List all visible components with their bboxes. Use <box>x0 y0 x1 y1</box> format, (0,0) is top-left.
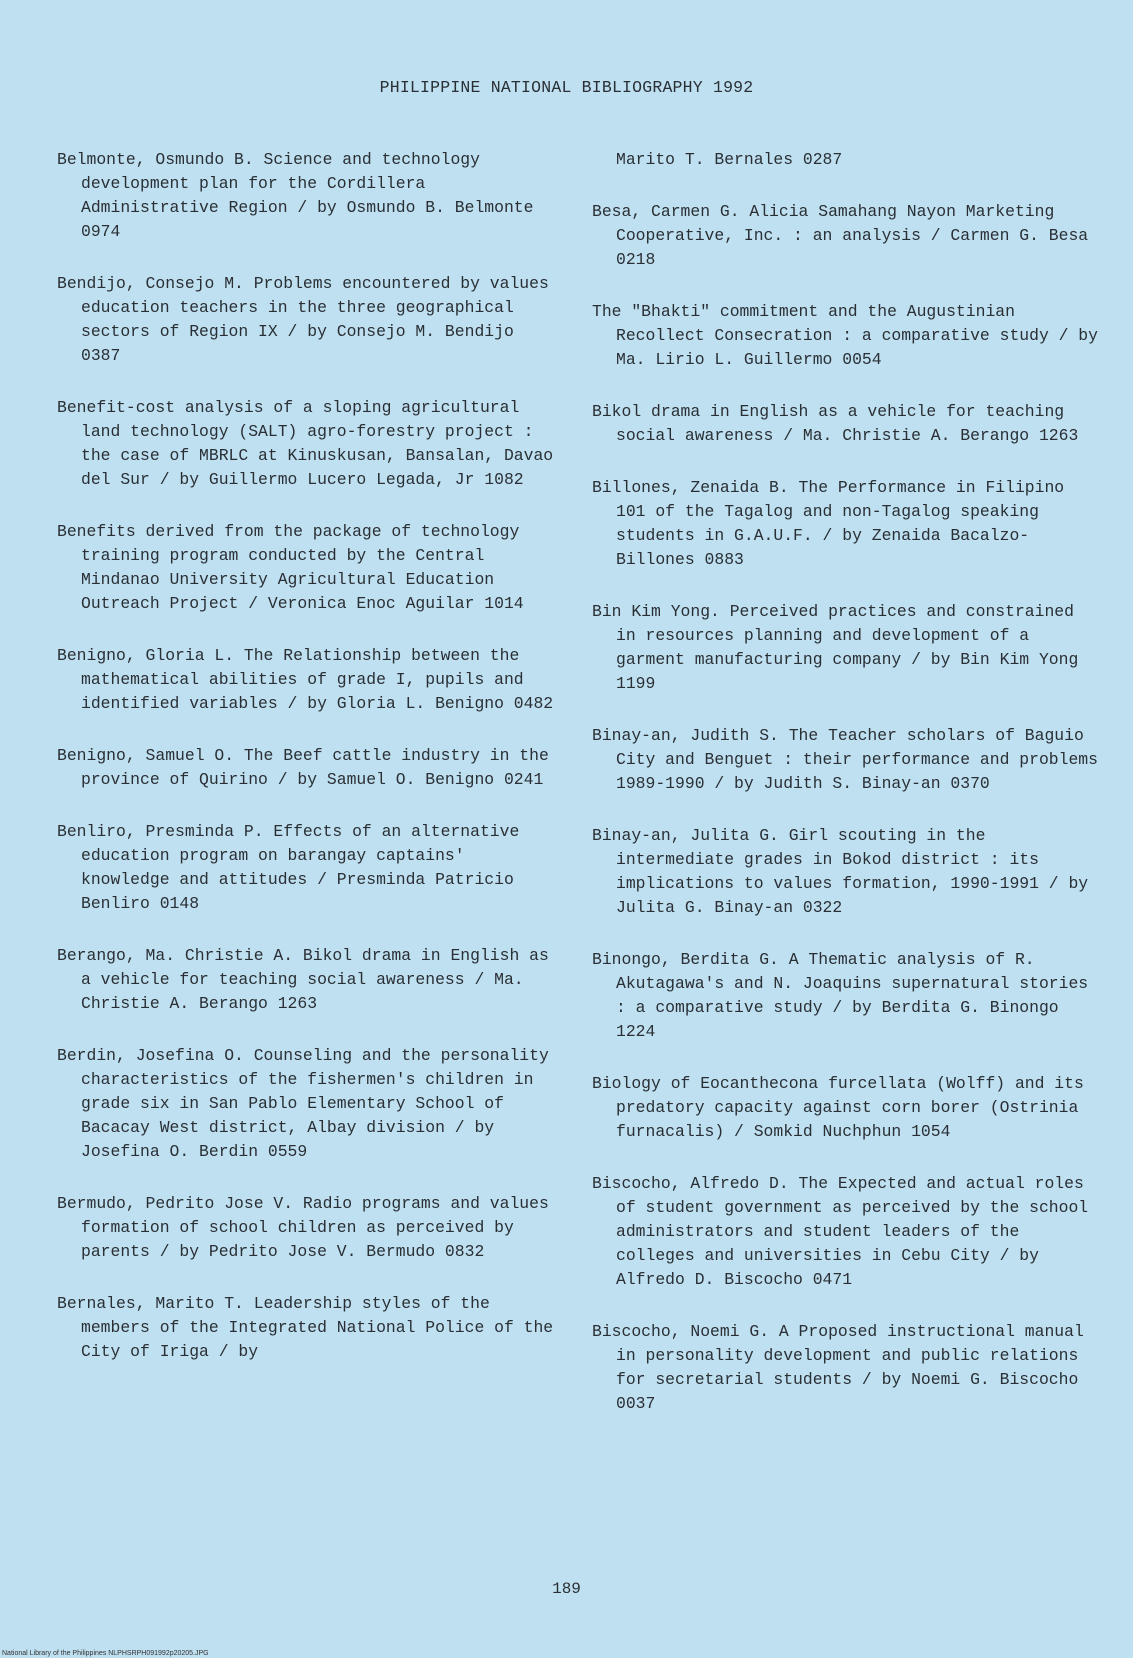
bibliography-entry: Bin Kim Yong. Perceived practices and constrained in resources planning and development of a garment manufacturing company / by Bin Kim Yong 1199 <box>592 602 1079 693</box>
page-title: PHILIPPINE NATIONAL BIBLIOGRAPHY 1992 <box>379 78 754 97</box>
bibliography-entry: Binongo, Berdita G. A Thematic analysis of R. Akutagawa's and N. Joaquins supernatural stories : a comparative study / by Berdita G. Binongo 1224 <box>592 950 1089 1041</box>
bibliography-entry: Biscocho, Alfredo D. The Expected and actual roles of student government as perceived by the school administrators and student leaders of the colleges and universities in Cebu City / by Alfredo D. Biscocho 0471 <box>592 1174 1089 1289</box>
scan-footer: National Library of the Philippines NLPHSRPH091992p20205.JPG <box>2 1650 209 1657</box>
bibliography-entry: Berdin, Josefina O. Counseling and the personality characteristics of the fishermen's children in grade six in San Pablo Elementary School of Bacacay West district, Albay division / by Josefina O. Berdin 0559 <box>57 1046 549 1161</box>
bibliography-entry: Billones, Zenaida B. The Performance in Filipino 101 of the Tagalog and non-Tagalog speaking students in G.A.U.F. / by Zenaida Bacalzo-Billones 0883 <box>592 478 1065 569</box>
bibliography-entry: Bikol drama in English as a vehicle for teaching social awareness / Ma. Christie A. Berango 1263 <box>592 402 1079 445</box>
bibliography-entry: Benliro, Presminda P. Effects of an alternative education program on barangay captains' knowledge and attitudes / Presminda Patricio Benliro 0148 <box>57 822 520 913</box>
bibliography-entry: Bermudo, Pedrito Jose V. Radio programs and values formation of school children as perceived by parents / by Pedrito Jose V. Bermudo 0832 <box>57 1194 549 1261</box>
bibliography-entry: The "Bhakti" commitment and the Augustinian Recollect Consecration : a comparative study / by Ma. Lirio L. Guillermo 0054 <box>592 302 1098 369</box>
bibliography-entry: Bendijo, Consejo M. Problems encountered by values education teachers in the three geographical sectors of Region IX / by Consejo M. Bendijo 0387 <box>57 274 549 365</box>
page-number: 189 <box>552 1580 581 1598</box>
bibliography-entry-continuation: Marito T. Bernales 0287 <box>616 150 843 169</box>
bibliography-entry: Benefits derived from the package of technology training program conducted by the Central Mindanao University Agricultural Education Outreach Project / Veronica Enoc Aguilar 1014 <box>57 522 524 613</box>
bibliography-entry: Binay-an, Judith S. The Teacher scholars of Baguio City and Benguet : their performance and problems 1989-1990 / by Judith S. Binay-an 0370 <box>592 726 1098 793</box>
bibliography-entry: Biscocho, Noemi G. A Proposed instructional manual in personality development and public relations for secretarial students / by Noemi G. Biscocho 0037 <box>592 1322 1084 1413</box>
bibliography-entry: Besa, Carmen G. Alicia Samahang Nayon Marketing Cooperative, Inc. : an analysis / Carmen G. Besa 0218 <box>592 202 1089 269</box>
bibliography-entry: Belmonte, Osmundo B. Science and technology development plan for the Cordillera Administrative Region / by Osmundo B. Belmonte 0974 <box>57 150 534 241</box>
bibliography-entry: Bernales, Marito T. Leadership styles of the members of the Integrated National Police of the City of Iriga / by <box>57 1294 554 1361</box>
left-column <box>57 148 557 1392</box>
bibliography-entry: Biology of Eocanthecona furcellata (Wolff) and its predatory capacity against corn borer (Ostrinia furnacalis) / Somkid Nuchphun 1054 <box>592 1074 1084 1141</box>
bibliography-entry: Berango, Ma. Christie A. Bikol drama in English as a vehicle for teaching social awareness / Ma. Christie A. Berango 1263 <box>57 946 549 1013</box>
bibliography-entry: Benigno, Samuel O. The Beef cattle industry in the province of Quirino / by Samuel O. Benigno 0241 <box>57 746 549 789</box>
bibliography-entry: Benefit-cost analysis of a sloping agricultural land technology (SALT) agro-forestry project : the case of MBRLC at Kinuskusan, Bansalan, Davao del Sur / by Guillermo Lucero Legada, Jr 1082 <box>57 398 554 489</box>
bibliography-entry: Binay-an, Julita G. Girl scouting in the intermediate grades in Bokod district : its implications to values formation, 1990-1991 / by Julita G. Binay-an 0322 <box>592 826 1089 917</box>
right-column <box>592 148 1102 1444</box>
bibliography-entry: Benigno, Gloria L. The Relationship between the mathematical abilities of grade I, pupils and identified variables / by Gloria L. Benigno 0482 <box>57 646 554 713</box>
